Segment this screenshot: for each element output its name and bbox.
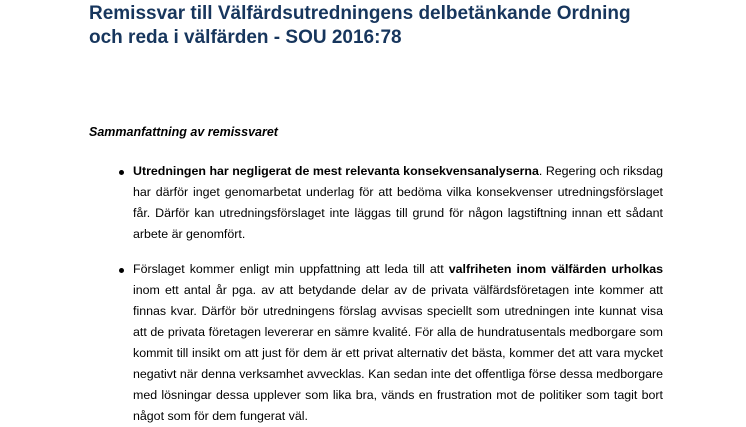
- bullet-text-2: [133, 259, 663, 427]
- section-heading: Sammanfattning av remissvaret: [89, 125, 278, 139]
- document-title: Remissvar till Välfärdsutredningens delbetänkande Ordning och reda i välfärden - SOU 2016:78: [89, 3, 631, 48]
- bullet-2-intro: Förslaget kommer enligt min uppfattning att leda till att: [133, 262, 449, 276]
- bullet-dot-icon: [119, 268, 124, 273]
- bullet-text-1: [133, 161, 663, 245]
- bullet-1-bold: Utredningen har negligerat de mest relevanta konsekvensanalyserna: [133, 164, 539, 178]
- bullet-2-rest: inom ett antal år pga. av att betydande delar av de privata välfärdsföretagen inte kommer att finnas kvar. Därför bör utredningens förslag avvisas speciellt som utredningen inte kunnat visa att de privata företagen levererar en sämre kvalité. För alla de hundratusentals medborgare som kommit till insikt om att just för dem är ett privat alternativ det bästa, kommer det att vara mycket negativt när denna verksamhet avvecklas. Kan sedan inte det offentliga förse dessa medborgare med lösningar dessa upplever som lika bra, vänds en frustration mot de politiker som tagit bort något som för dem fungerat väl.: [133, 283, 663, 423]
- bullet-1-rest: . Regering och riksdag har därför inget genomarbetat underlag för att bedöma vilka konsekvenser utredningsförslaget får. Därför kan utredningsförslaget inte läggas till grund för någon lagstiftning innan ett sådant arbete är genomfört.: [133, 164, 663, 241]
- bullet-dot-icon: [119, 170, 124, 175]
- bullet-2-bold: valfriheten inom välfärden urholkas: [448, 262, 663, 276]
